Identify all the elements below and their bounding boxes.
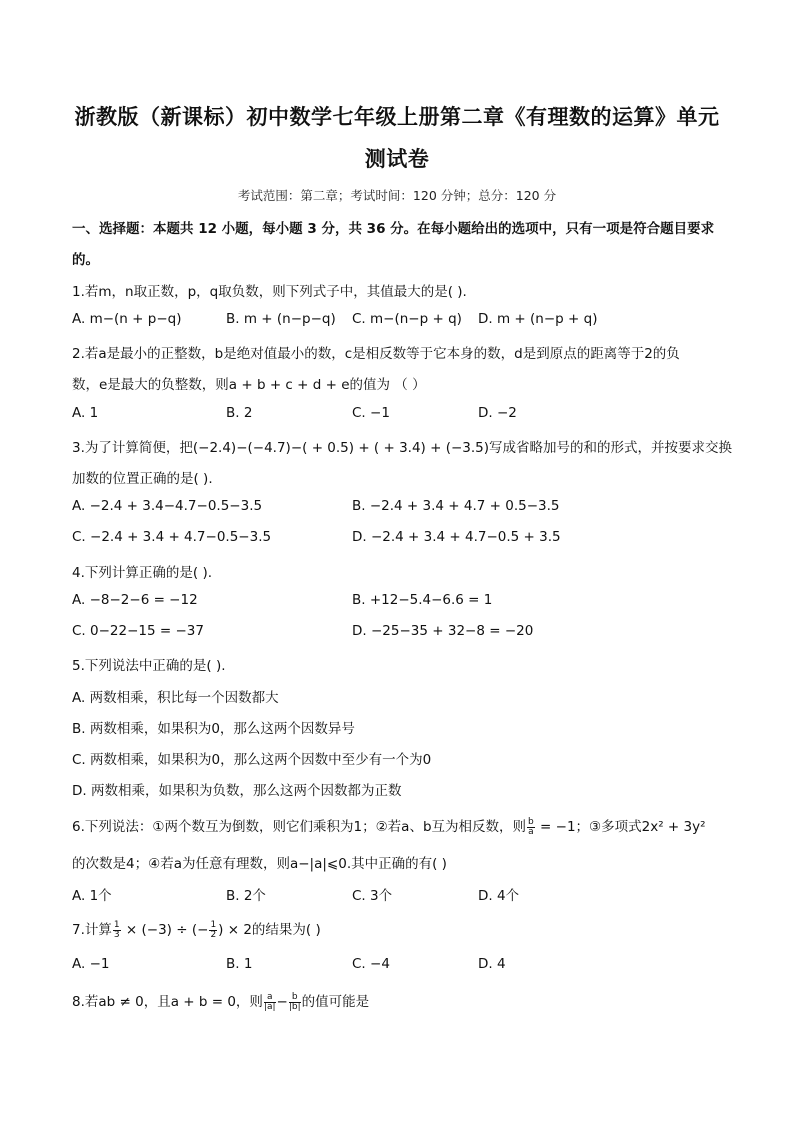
q6-fraction-numerator: b <box>528 816 534 827</box>
q7-stem-part1: 7.计算 <box>72 922 112 938</box>
q8-fraction1-denominator: |a| <box>263 1001 276 1012</box>
q7-stem <box>72 918 321 940</box>
q1-option-a: A. m−(n + p−q) <box>72 311 182 327</box>
document-title-line2: 测试卷 <box>364 146 430 171</box>
q8-stem-part2: − <box>276 994 288 1010</box>
q8-stem-part3: 的值可能是 <box>301 994 370 1010</box>
q4-option-c: C. 0−22−15 = −37 <box>72 623 204 639</box>
q2-option-b: B. 2 <box>226 405 253 421</box>
q6-option-a: A. 1个 <box>72 888 112 904</box>
q8-fraction-b <box>289 993 301 1012</box>
q2-stem-line2: 数，e是最大的负整数，则a + b + c + d + e的值为 （ ） <box>72 377 426 393</box>
q1-option-b: B. m + (n−p−q) <box>226 311 336 327</box>
q6-stem-part1: 6.下列说法：①两个数互为倒数，则它们乘积为1；②若a、b互为相反数，则 <box>72 819 527 835</box>
q6-option-c: C. 3个 <box>352 888 393 904</box>
exam-info: 考试范围：第二章；考试时间：120 分钟；总分：120 分 <box>237 188 557 203</box>
q4-stem: 4.下列计算正确的是( ). <box>72 565 212 581</box>
q5-option-b: B. 两数相乘，如果积为0，那么这两个因数异号 <box>72 721 355 737</box>
q6-fraction-denominator: a <box>528 826 534 837</box>
q7-fraction-one-half <box>209 921 217 940</box>
q7-fraction2-denominator: 2 <box>210 929 217 940</box>
q8-fraction2-numerator: b <box>289 993 301 1003</box>
q7-fraction-one-third <box>113 921 121 940</box>
q6-option-b: B. 2个 <box>226 888 266 904</box>
q2-stem-line1: 2.若a是最小的正整数，b是绝对值最小的数，c是相反数等于它本身的数，d是到原点的距离等于2的负 <box>72 346 680 362</box>
q3-option-c: C. −2.4 + 3.4 + 4.7−0.5−3.5 <box>72 529 272 545</box>
q7-fraction1-denominator: 3 <box>113 929 120 940</box>
q3-option-d: D. −2.4 + 3.4 + 4.7−0.5 + 3.5 <box>352 529 561 545</box>
q8-stem <box>72 990 369 1012</box>
q1-option-d: D. m + (n−p + q) <box>478 311 598 327</box>
q7-fraction1-numerator: 1 <box>113 919 120 930</box>
q7-option-a: A. −1 <box>72 956 110 972</box>
q8-fraction1-numerator: a <box>264 993 276 1003</box>
q4-option-a: A. −8−2−6 = −12 <box>72 592 198 608</box>
q7-option-c: C. −4 <box>352 956 390 972</box>
q7-option-b: B. 1 <box>226 956 253 972</box>
q8-stem-part1: 8.若ab ≠ 0，且a + b = 0，则 <box>72 994 263 1010</box>
q4-option-b: B. +12−5.4−6.6 = 1 <box>352 592 493 608</box>
q1-option-c: C. m−(n−p + q) <box>352 311 462 327</box>
q8-fraction2-denominator: |b| <box>288 1001 301 1012</box>
q6-fraction <box>527 818 535 837</box>
q5-option-c: C. 两数相乘，如果积为0，那么这两个因数中至少有一个为0 <box>72 752 432 768</box>
q6-stem-line1 <box>72 815 706 837</box>
q1-stem: 1.若m，n取正数，p，q取负数，则下列式子中，其值最大的是( ). <box>72 284 467 300</box>
section-heading-line1: 一、选择题：本题共 12 小题，每小题 3 分，共 36 分。在每小题给出的选项中，只有一项是符合题目要求 <box>72 221 715 237</box>
q7-option-d: D. 4 <box>478 956 506 972</box>
q2-option-a: A. 1 <box>72 405 99 421</box>
q5-option-d: D. 两数相乘，如果积为负数，那么这两个因数都为正数 <box>72 783 402 799</box>
q4-option-d: D. −25−35 + 32−8 = −20 <box>352 623 534 639</box>
q6-stem-line2: 的次数是4；④若a为任意有理数，则a−|a|⩽0.其中正确的有( ) <box>72 856 447 872</box>
document-title-line1: 浙教版（新课标）初中数学七年级上册第二章《有理数的运算》单元 <box>74 104 720 129</box>
q7-fraction2-numerator: 1 <box>210 919 217 930</box>
q3-option-b: B. −2.4 + 3.4 + 4.7 + 0.5−3.5 <box>352 498 560 514</box>
q6-stem-part2: = −1；③多项式2x² + 3y² <box>535 819 706 835</box>
q8-fraction-a <box>264 993 276 1012</box>
q3-stem-line1: 3.为了计算简便，把(−2.4)−(−4.7)−( + 0.5) + ( + 3.4) + (−3.5)写成省略加号的和的形式，并按要求交换 <box>72 440 733 456</box>
q2-option-c: C. −1 <box>352 405 390 421</box>
q2-option-d: D. −2 <box>478 405 517 421</box>
q6-option-d: D. 4个 <box>478 888 520 904</box>
q5-stem: 5.下列说法中正确的是( ). <box>72 658 226 674</box>
q5-option-a: A. 两数相乘，积比每一个因数都大 <box>72 690 279 706</box>
q7-stem-part2: × (−3) ÷ (− <box>121 922 209 938</box>
q3-stem-line2: 加数的位置正确的是( ). <box>72 471 213 487</box>
q7-stem-part3: ) × 2的结果为( ) <box>218 922 321 938</box>
q3-option-a: A. −2.4 + 3.4−4.7−0.5−3.5 <box>72 498 263 514</box>
section-heading-line2: 的。 <box>72 252 99 268</box>
